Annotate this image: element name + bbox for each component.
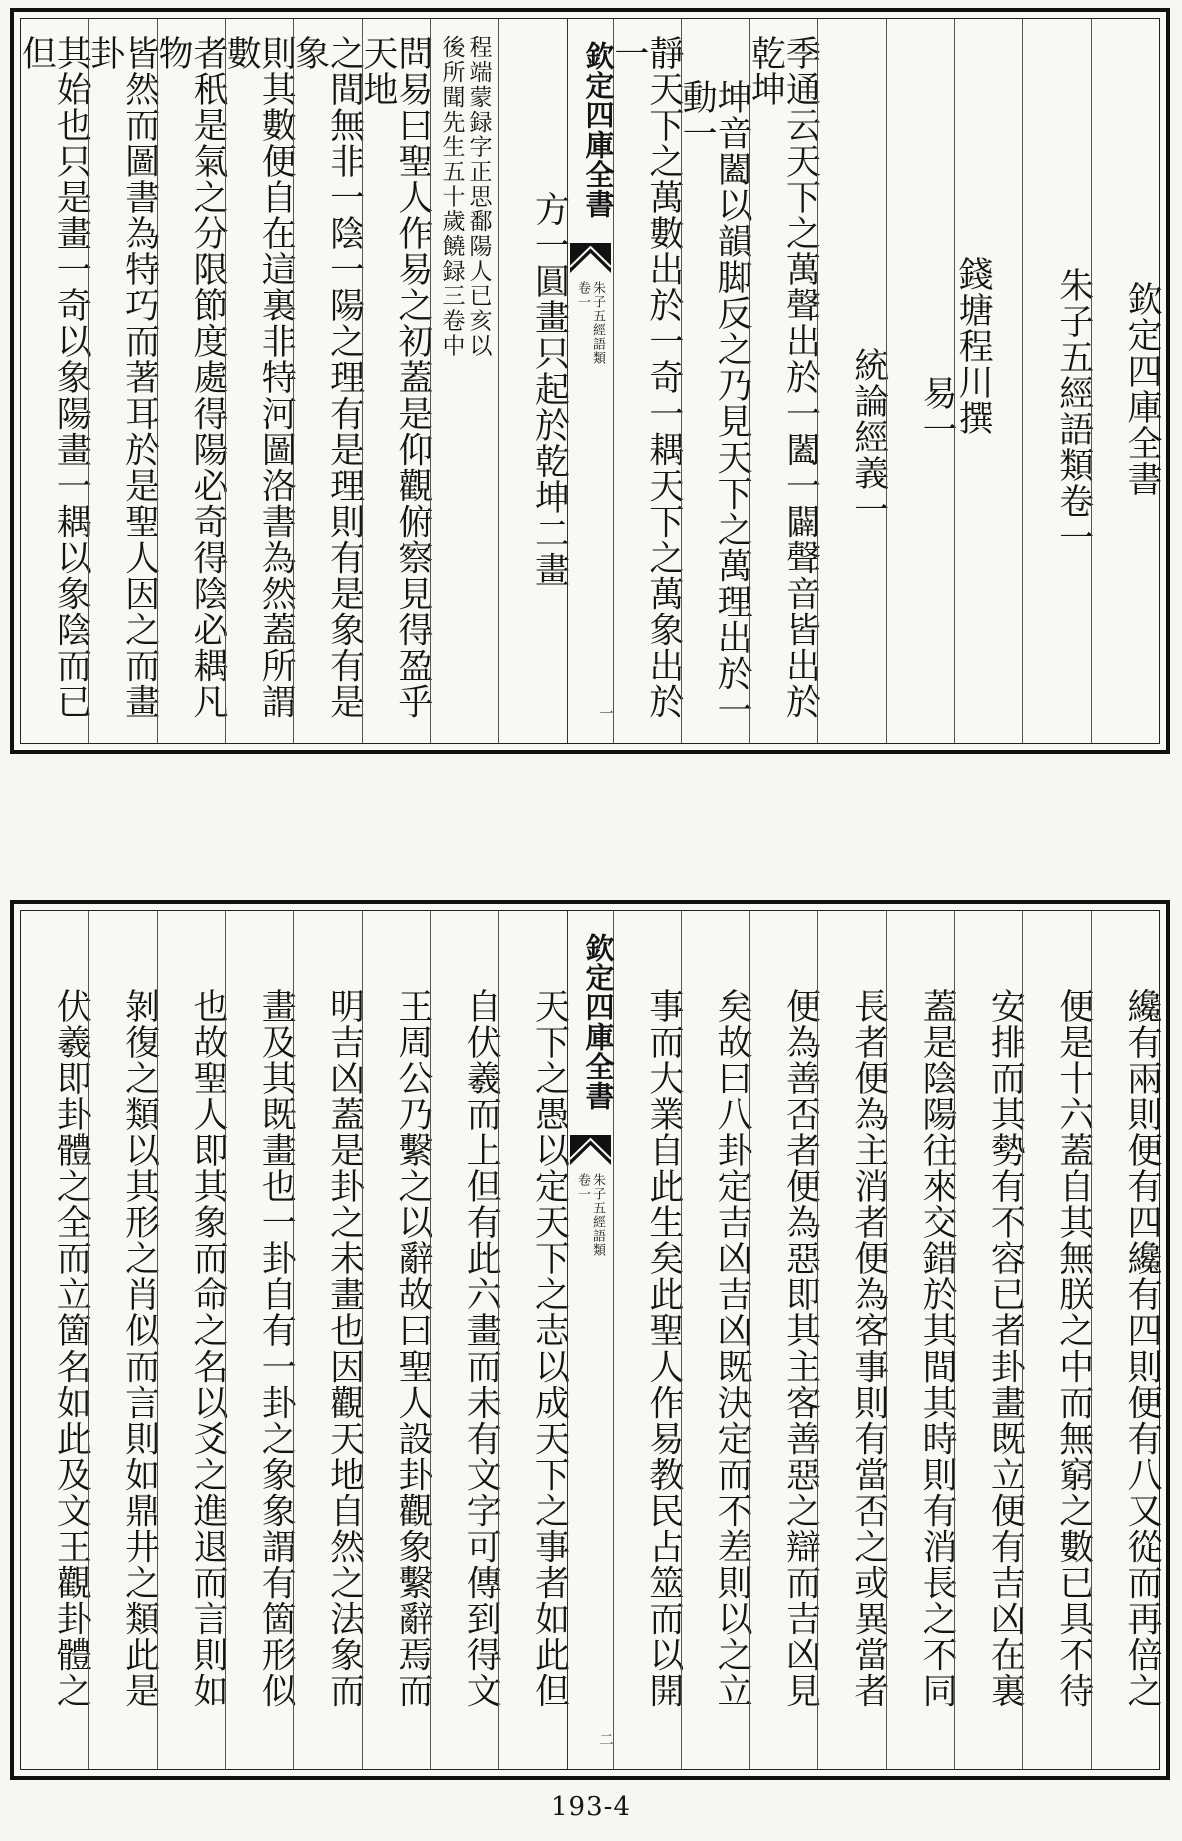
gutter-subtitle <box>574 1173 607 1257</box>
lower-col-text-8: 事而大業自此生矣此聖人作易教民占筮而以開 <box>613 911 681 1769</box>
lower-page-frame <box>20 910 1160 1770</box>
lower-col-text-9: 天下之愚以定天下之志以成天下之事者如此但 <box>498 911 566 1769</box>
upper-col-note <box>430 19 498 743</box>
gutter-page-number: 一 <box>597 705 614 721</box>
lower-page <box>10 900 1170 1780</box>
upper-col-subsection: 統論經義一 <box>817 19 885 743</box>
upper-col-title: 欽定四庫全書 <box>1091 19 1159 743</box>
gutter-volume: 卷一 <box>575 281 590 310</box>
lower-col-text-11: 王周公乃繫之以辭故曰聖人設卦觀象繫辭焉而 <box>362 911 430 1769</box>
upper-col-text-5: 問易曰聖人作易之初蓋是仰觀俯察見得盈乎天地 <box>362 19 430 743</box>
note-line-2: 後所聞先生五十歲饒録三卷中 <box>438 35 465 358</box>
gutter-title: 欽定四庫全書 <box>581 933 616 1111</box>
gutter-subtitle <box>574 281 607 365</box>
lower-col-text-13: 畫及其既畫也一卦自有一卦之象象謂有箇形似 <box>225 911 293 1769</box>
gutter-volume: 卷一 <box>575 1173 590 1202</box>
upper-col-text-3: 靜天下之萬數出於一奇一耦天下之萬象出於一 <box>613 19 681 743</box>
upper-col-author: 錢塘程川撰 <box>954 19 1022 743</box>
fish-tail-icon <box>570 1135 611 1165</box>
upper-col-section: 易一 <box>886 19 954 743</box>
upper-page <box>10 8 1170 754</box>
lower-col-text-4: 蓋是陰陽往來交錯於其間其時則有消長之不同 <box>886 911 954 1769</box>
lower-col-text-6: 便為善否者便為惡即其主客善惡之辯而吉凶見 <box>749 911 817 1769</box>
upper-col-text-1: 季通云天下之萬聲出於一闔一闢聲音皆出於乾坤 <box>749 19 817 743</box>
lower-col-text-2: 便是十六蓋自其無朕之中而無窮之數已具不待 <box>1022 911 1090 1769</box>
lower-col-text-1: 纔有兩則便有四纔有四則便有八又從而再倍之 <box>1091 911 1159 1769</box>
note-line-1: 程端蒙録字正思鄱陽人已亥以 <box>465 35 492 358</box>
lower-col-text-5: 長者便為主消者便為客事則有當否之或異當者 <box>817 911 885 1769</box>
gutter-book: 朱子五經語類 <box>590 1173 605 1258</box>
upper-col-book-title: 朱子五經語類卷一 <box>1022 19 1090 743</box>
lower-col-text-3: 安排而其勢有不容已者卦畫既立便有吉凶在裏 <box>954 911 1022 1769</box>
upper-gutter <box>567 19 616 743</box>
gutter-title: 欽定四庫全書 <box>581 41 616 219</box>
upper-col-text-8: 者秖是氣之分限節度處得陽必奇得陰必耦凡物 <box>157 19 225 743</box>
lower-col-text-10: 自伏羲而上但有此六畫而未有文字可傳到得文 <box>430 911 498 1769</box>
gutter-book: 朱子五經語類 <box>590 281 605 366</box>
upper-page-frame <box>16 18 1162 744</box>
upper-col-text-9: 皆然而圖書為特巧而著耳於是聖人因之而畫卦 <box>88 19 156 743</box>
upper-col-text-2: 坤音闔以韻脚反之乃見天下之萬理出於一動一 <box>681 19 749 743</box>
lower-col-text-14: 也故聖人即其象而命之名以爻之進退而言則如 <box>157 911 225 1769</box>
gutter-page-number: 二 <box>597 1731 614 1747</box>
lower-col-text-12: 明吉凶蓋是卦之未畫也因觀天地自然之法象而 <box>293 911 361 1769</box>
fish-tail-icon <box>570 243 611 273</box>
folio-number: 193-4 <box>551 1792 631 1822</box>
upper-col-text-10: 其始也只是畫一奇以象陽畫一耦以象陰而已但 <box>16 35 92 720</box>
lower-col-text-7: 矣故曰八卦定吉凶吉凶既決定而不差則以之立 <box>681 911 749 1769</box>
lower-col-text-16: 伏羲即卦體之全而立箇名如此及文王觀卦體之 <box>51 987 92 1709</box>
upper-col-text-4: 方一圓畫只起於乾坤二畫 <box>498 19 566 743</box>
upper-col-text-7: 則其數便自在這裏非特河圖洛書為然蓋所謂數 <box>225 19 293 743</box>
lower-col-text-15: 剝復之類以其形之肖似而言則如鼎井之類此是 <box>88 911 156 1769</box>
upper-col-text-6: 之間無非一陰一陽之理有是理則有是象有是象 <box>293 19 361 743</box>
lower-gutter <box>567 911 616 1769</box>
